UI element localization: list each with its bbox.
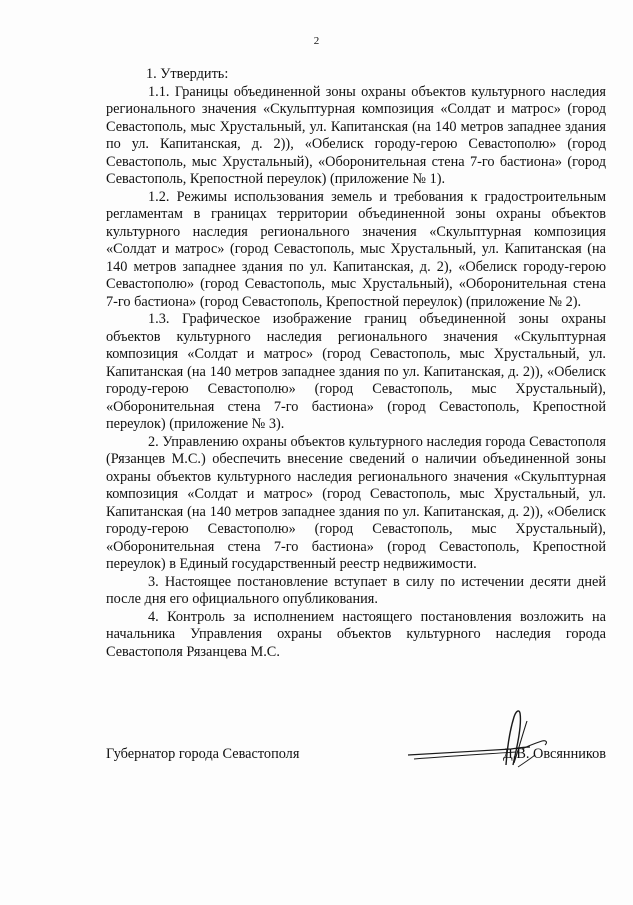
paragraph-2: 2. Управлению охраны объектов культурного наследия города Севастополя (Рязанцев М.С.) обеспечить внесение сведений о наличии объединенной зоны охраны объектов культурного наследия регионального значения «Скульптурная композиция «Солдат и матрос» (город Севастополь, мыс Хрустальный, ул. Капитанская (на 140 метров западнее здания по ул. Капитанская, д. 2)), «Обелиск городу-герою Севастополю» (город Севастополь, мыс Хрустальный), «Оборонительная стена 7-го бастиона» (город Севастополь, Крепостной переулок) в Единый государственный реестр недвижимости. bbox=[106, 433, 606, 572]
page-number: 2 bbox=[313, 35, 320, 47]
signatory-title: Губернатор города Севастополя bbox=[106, 746, 300, 762]
signature-block bbox=[106, 738, 606, 778]
signatory-name: Д.В. Овсянников bbox=[503, 746, 606, 762]
paragraph-1-3: 1.3. Графическое изображение границ объединенной зоны охраны объектов культурного наследия регионального значения «Скульптурная композиция «Солдат и матрос» (город Севастополь, мыс Хрустальный, ул. Капитанская (на 140 метров западнее здания по ул. Капитанская, д. 2)), «Обелиск городу-герою Севастополю» (город Севастополь, мыс Хрустальный), «Оборонительная стена 7-го бастиона» (город Севастополь, Крепостной переулок) (приложение № 3). bbox=[106, 311, 606, 432]
paragraph-1: 1. Утвердить: bbox=[146, 66, 229, 82]
paragraph-3: 3. Настоящее постановление вступает в силу по истечении десяти дней после дня его официального опубликования. bbox=[106, 573, 606, 607]
paragraph-1-2: 1.2. Режимы использования земель и требования к градостроительным регламентам в границах территории объединенной зоны охраны объектов культурного наследия регионального значения «Скульптурная композиция «Солдат и матрос» (город Севастополь, мыс Хрустальный, ул. Капитанская (на 140 метров западнее здания по ул. Капитанская, д. 2), «Обелиск городу-герою Севастополю» (город Севастополь, мыс Хрустальный), «Оборонительная стена 7-го бастиона» (город Севастополь, Крепостной переулок) (приложение № 2). bbox=[106, 188, 606, 310]
paragraph-4: 4. Контроль за исполнением настоящего постановления возложить на начальника Управления охраны объектов культурного наследия города Севастополя Рязанцева М.С. bbox=[106, 608, 606, 660]
document-body bbox=[106, 66, 606, 661]
paragraph-1-1: 1.1. Границы объединенной зоны охраны объектов культурного наследия регионального значения «Скульптурная композиция «Солдат и матрос» (город Севастополь, мыс Хрустальный, ул. Капитанская (на 140 метров западнее здания по ул. Капитанская, д. 2)), «Обелиск городу-герою Севастополю» (город Севастополь, мыс Хрустальный), «Оборонительная стена 7-го бастиона» (город Севастополь, Крепостной переулок) (приложение № 1). bbox=[106, 83, 606, 187]
